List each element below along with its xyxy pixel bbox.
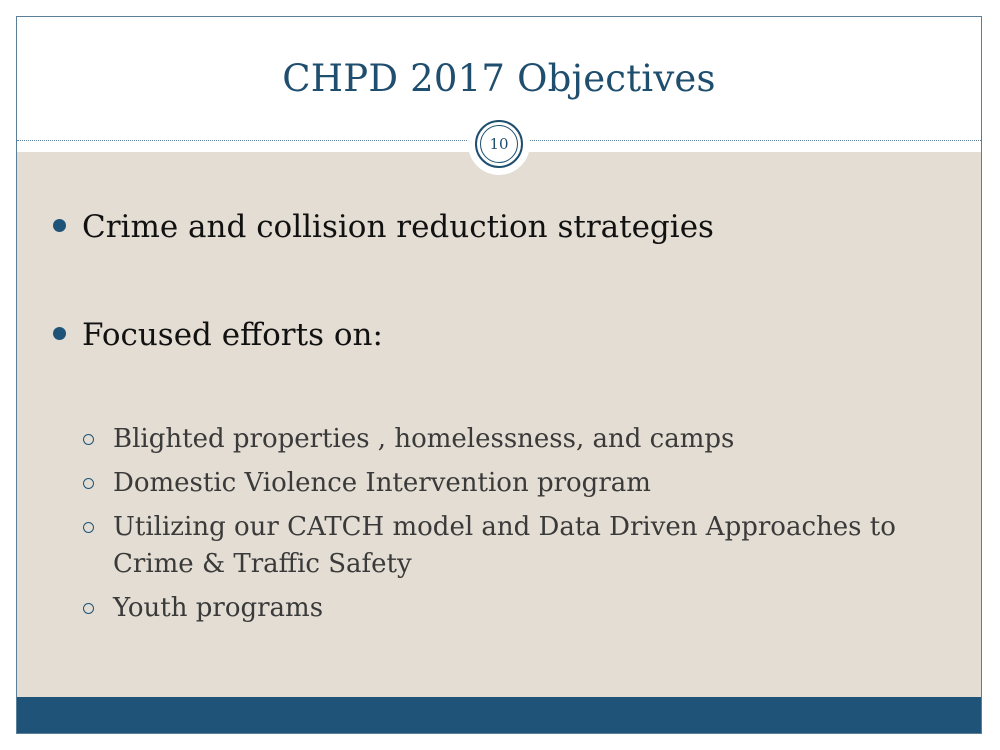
page-number-ring <box>475 120 523 168</box>
bullet-focused-efforts <box>53 317 383 353</box>
sub-bullet-text: Blighted properties , homelessness, and camps <box>113 424 735 454</box>
hollow-circle-bullet-icon <box>83 522 94 533</box>
slide <box>16 16 982 734</box>
sub-bullet-text: Youth programs <box>113 593 324 623</box>
slide-title: CHPD 2017 Objectives <box>282 57 716 100</box>
filled-circle-bullet-icon <box>53 327 66 340</box>
sub-bullet-catch-model <box>83 509 963 583</box>
page-number-badge <box>468 113 530 175</box>
hollow-circle-bullet-icon <box>83 434 94 445</box>
sub-bullet-youth-programs <box>83 590 963 627</box>
hollow-circle-bullet-icon <box>83 478 94 489</box>
sub-bullet-blighted-properties <box>83 421 963 458</box>
filled-circle-bullet-icon <box>53 219 66 232</box>
footer-bar <box>17 697 981 733</box>
bullet-text: Focused efforts on: <box>82 317 383 353</box>
sub-bullet-text: Utilizing our CATCH model and Data Driven Approaches to Crime & Traffic Safety <box>113 512 896 579</box>
bullet-text: Crime and collision reduction strategies <box>82 209 714 245</box>
sub-bullet-list <box>83 421 963 634</box>
page-number: 10 <box>480 125 518 163</box>
hollow-circle-bullet-icon <box>83 603 94 614</box>
sub-bullet-domestic-violence <box>83 465 963 502</box>
bullet-crime-collision <box>53 209 714 245</box>
sub-bullet-text: Domestic Violence Intervention program <box>113 468 651 498</box>
